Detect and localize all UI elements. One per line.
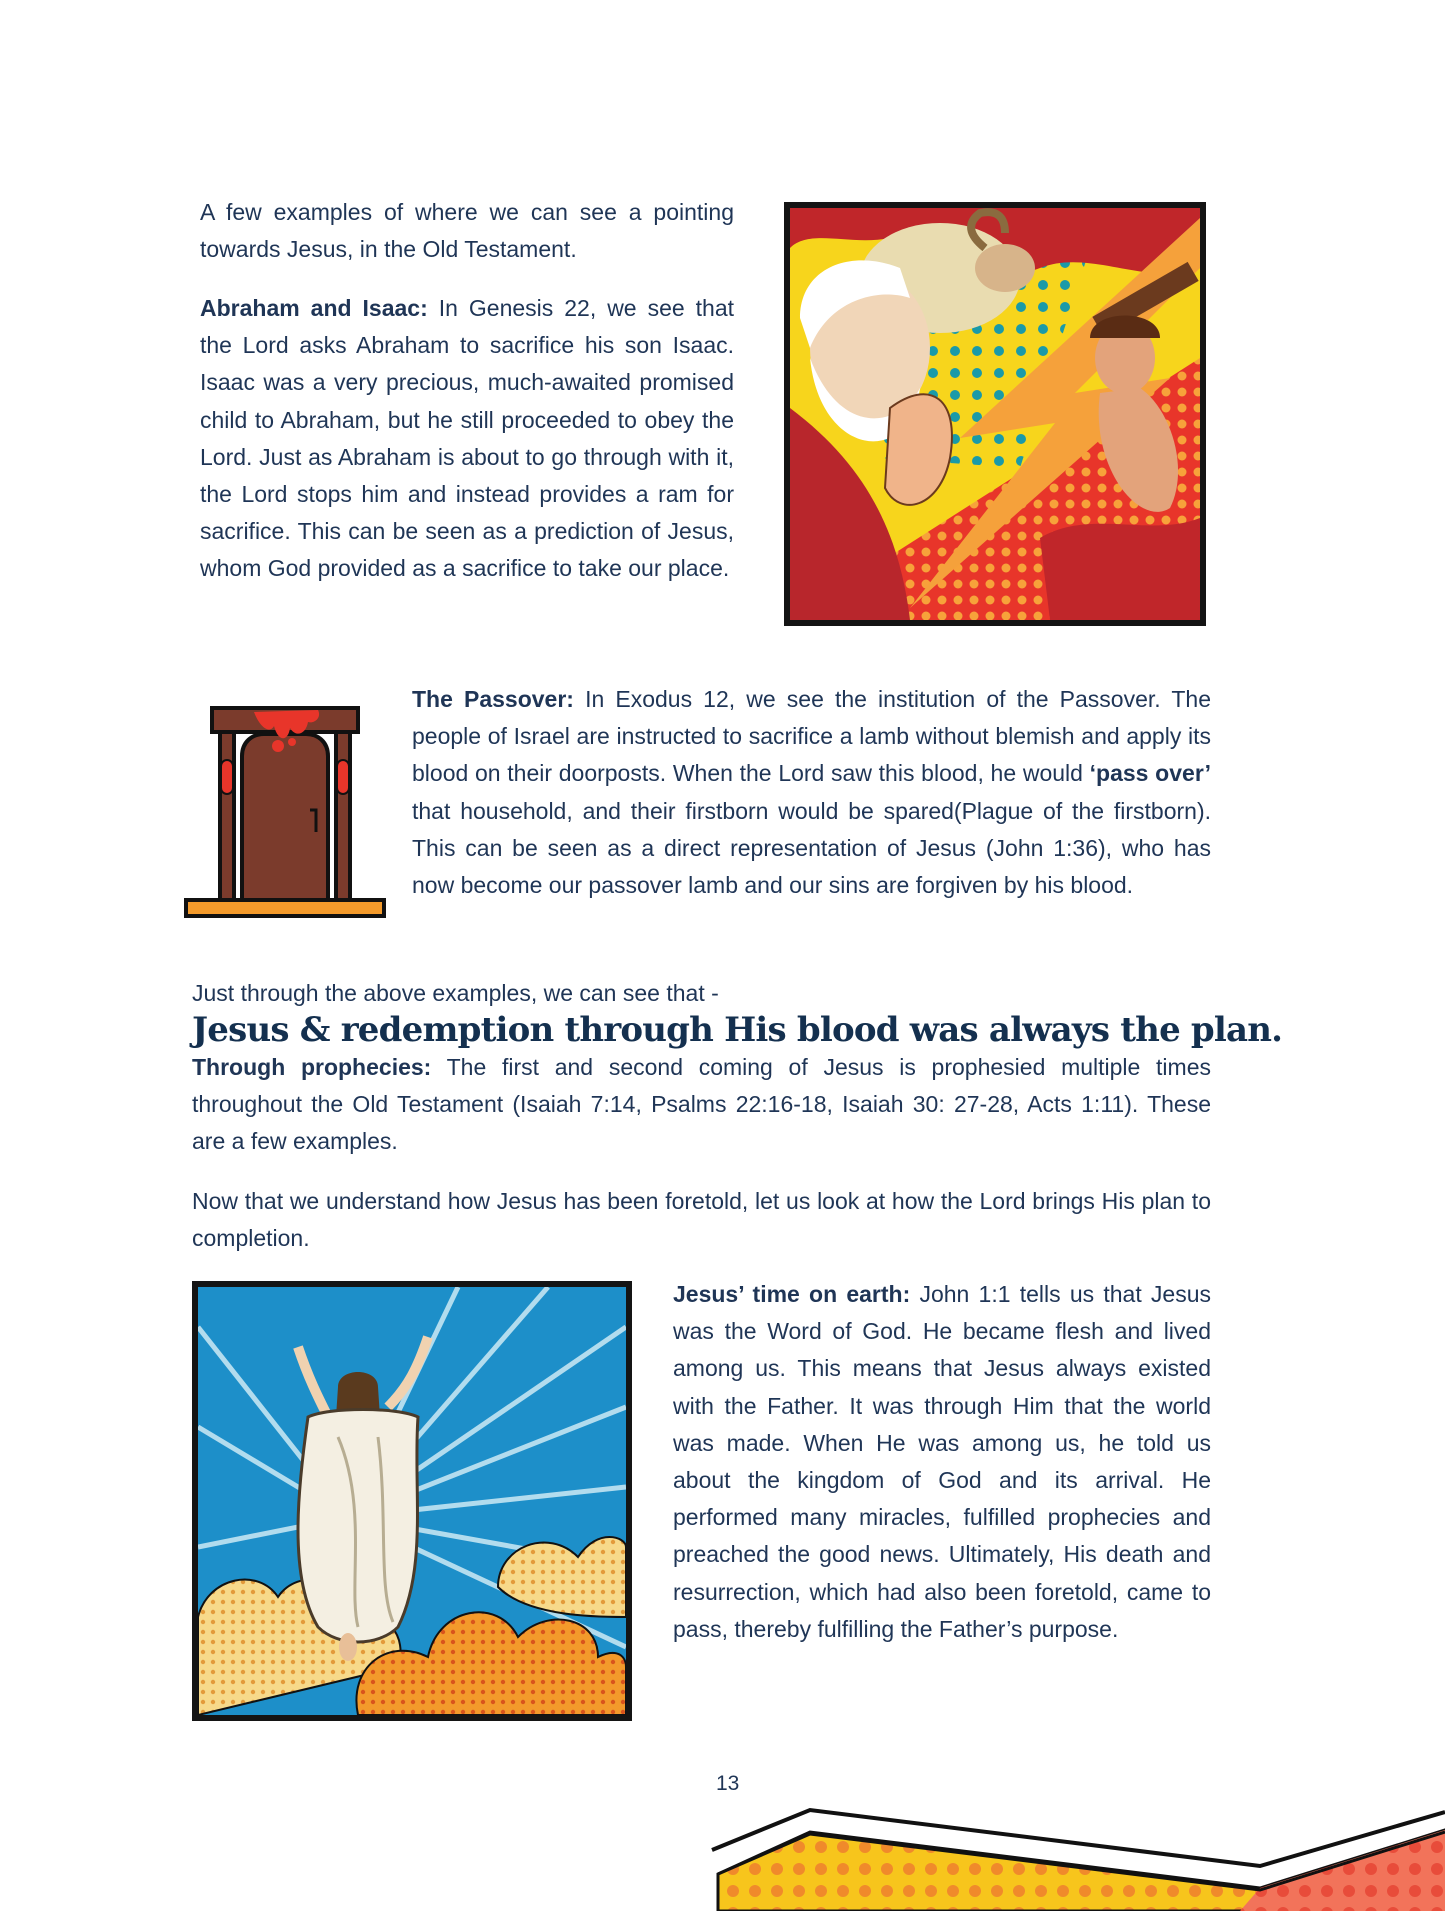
abraham-body: In Genesis 22, we see that the Lord asks Abraham to sacrifice his son Isaac. Isaac was a very precious, much-awaited promised child to Abraham, but he still proceeded to obey the Lord. Just as Abraham is about to go through with it, the Lord stops him and instead provides a ram for sacrifice. This can be seen as a prediction of Jesus, whom God provided as a sacrifice to take our place. [200, 295, 734, 582]
prophecies-body: The first and second coming of Jesus is prophesied multiple times throughout the Old Testament (Isaiah 7:14, Psalms 22:16-18, Isaiah 30: 27-28, Acts 1:11). These are a few examples. [192, 1054, 1211, 1155]
passover-body-2: that household, and their firstborn would be spared(Plague of the firstborn). This can be seen as a direct representation of Jesus (John 1:36), who has now become our passover lamb and our sins are forgiven by his blood. [412, 797, 1211, 899]
door-icon [182, 698, 388, 924]
intro-text: A few examples of where we can see a pointing towards Jesus, in the Old Testament. [200, 199, 734, 263]
earth-paragraph [673, 1276, 1211, 1648]
prophecies-heading: Through prophecies: [192, 1054, 432, 1080]
transition-paragraph [192, 1183, 1211, 1257]
summary-headline: Jesus & redemption through His blood was always the plan. [192, 1010, 1283, 1050]
door-blood-icon [182, 698, 388, 924]
stripe-art [700, 1770, 1445, 1911]
abraham-jesus-art [790, 208, 1200, 620]
decorative-corner-stripe [700, 1770, 1445, 1911]
transition-text: Now that we understand how Jesus has been foretold, let us look at how the Lord brings His plan to completion. [192, 1188, 1211, 1252]
earth-heading: Jesus’ time on earth: [673, 1281, 911, 1307]
ascension-art [198, 1287, 626, 1715]
passover-emphasis: ‘pass over’ [1089, 760, 1212, 787]
abraham-jesus-illustration [784, 202, 1206, 626]
page-number: 13 [716, 1772, 740, 1795]
earth-body: John 1:1 tells us that Jesus was the Word of God. He became flesh and lived among us. This means that Jesus always existed with the Father. It was through Him that the world was made. When He was among us, he told us about the kingdom of God and its arrival. He performed many miracles, fulfilled prophecies and preached the good news. Ultimately, His death and resurrection, which had also been foretold, came to pass, thereby fulfilling the Father’s purpose. [673, 1281, 1211, 1642]
prophecies-paragraph [192, 1049, 1211, 1161]
abraham-heading: Abraham and Isaac: [200, 295, 428, 321]
ascension-illustration [192, 1281, 632, 1721]
passover-heading: The Passover: [412, 686, 574, 712]
summary-lead: Just through the above examples, we can see that - [192, 980, 719, 1006]
passover-body-1: In Exodus 12, we see the institution of the Passover. The people of Israel are instructed to sacrifice a lamb without blemish and apply its blood on their doorposts. When the Lord saw this blood, he would [412, 686, 1211, 787]
abraham-paragraph [200, 290, 734, 588]
passover-paragraph [412, 681, 1211, 904]
intro-paragraph [200, 194, 734, 268]
